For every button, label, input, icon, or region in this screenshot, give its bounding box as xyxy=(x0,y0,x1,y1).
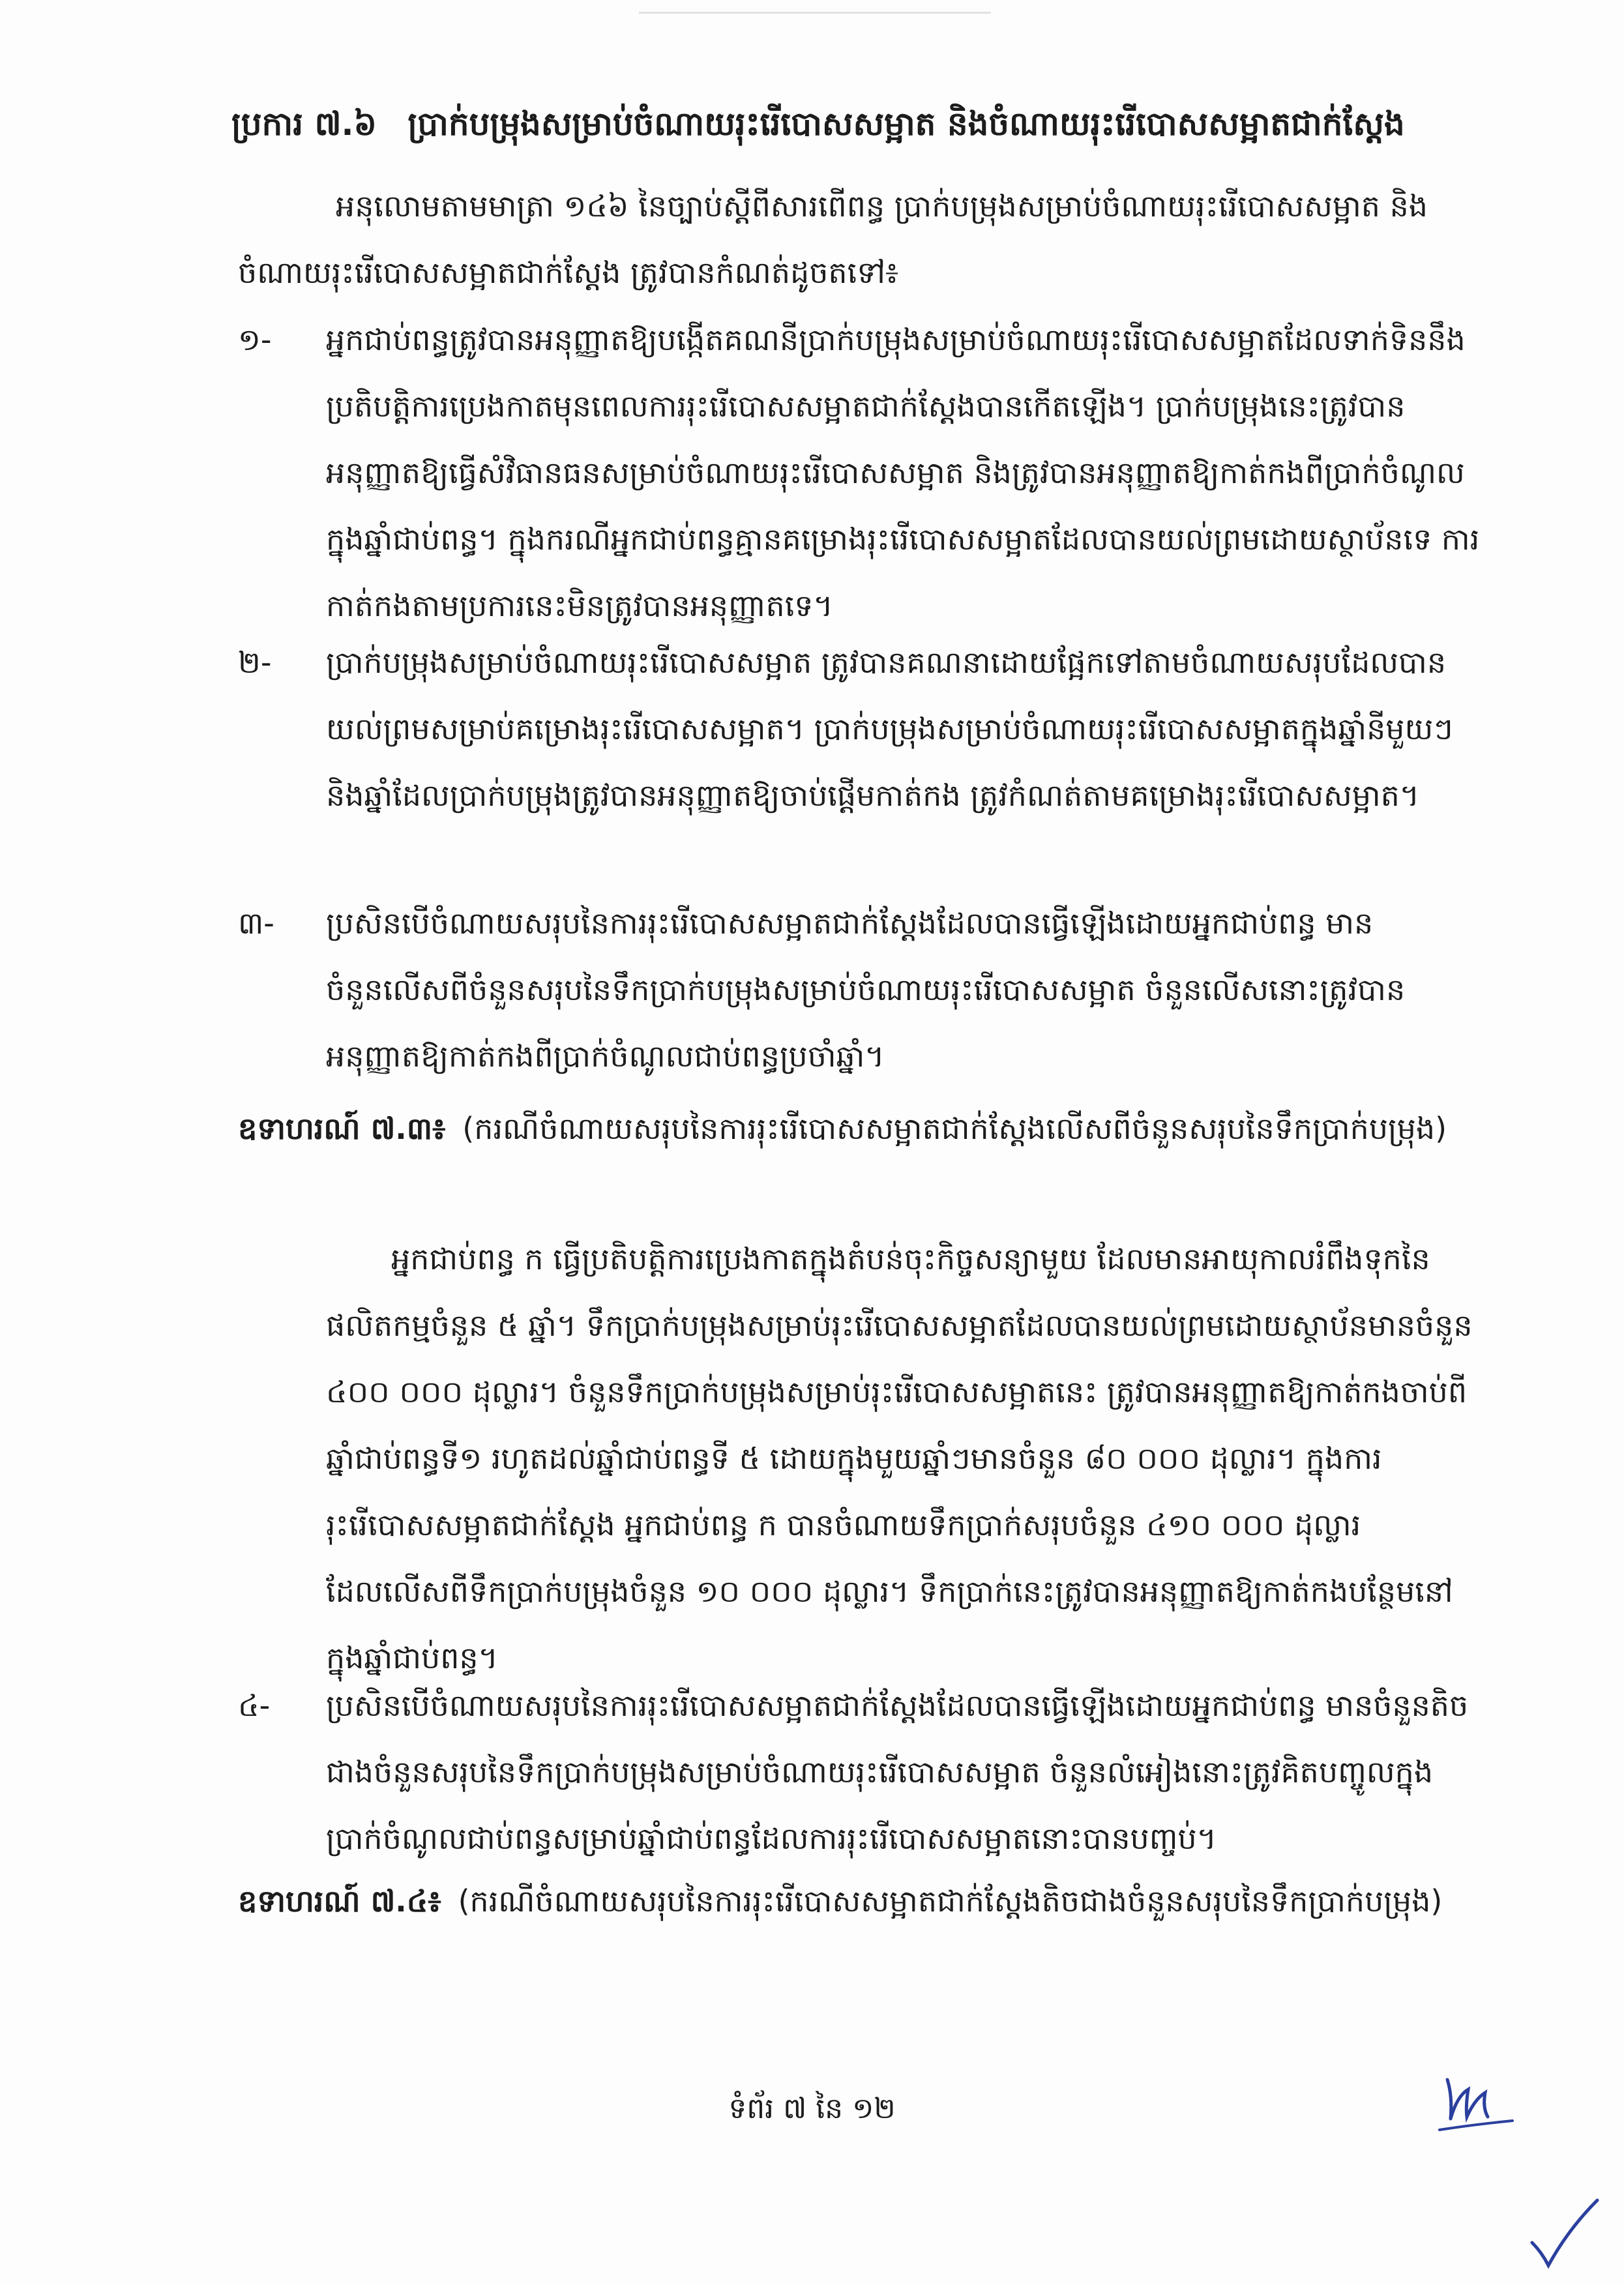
list-item-2 xyxy=(238,629,1483,829)
list-item-text: អ្នកជាប់ពន្ធត្រូវបានអនុញ្ញាតឱ្យបង្កើតគណនីប្រាក់បម្រុងសម្រាប់ចំណាយរុះរើបោសសម្អាតដែលទាក់ទិននឹងប្រតិបត្តិការប្រេងកាតមុនពេលការរុះរើបោសសម្អាតជាក់ស្តែងបានកើតឡើង។ ប្រាក់បម្រុងនេះត្រូវបានអនុញ្ញាតឱ្យធ្វើសំវិធានធនសម្រាប់ចំណាយរុះរើបោសសម្អាត និងត្រូវបានអនុញ្ញាតឱ្យកាត់កងពីប្រាក់ចំណូលក្នុងឆ្នាំជាប់ពន្ធ។ ក្នុងករណីអ្នកជាប់ពន្ធគ្មានគម្រោងរុះរើបោសសម្អាតដែលបានយល់ព្រមដោយស្ថាប័នទេ ការកាត់កងតាមប្រការនេះមិនត្រូវបានអនុញ្ញាតទេ។ xyxy=(326,322,1480,623)
scan-artifact xyxy=(639,12,991,23)
example-caption: (ករណីចំណាយសរុបនៃការរុះរើបោសសម្អាតជាក់ស្តែងតិចជាងចំនួនសរុបនៃទឹកប្រាក់បម្រុង) xyxy=(458,1883,1443,1919)
list-item-4 xyxy=(238,1672,1483,1872)
list-item-1 xyxy=(238,306,1483,639)
example-7-3-heading xyxy=(238,1095,1483,1162)
list-marker: ១- xyxy=(238,322,272,357)
list-item-3 xyxy=(238,890,1483,1089)
list-marker: ៣- xyxy=(238,906,274,941)
list-marker: ៤- xyxy=(238,1688,271,1723)
section-number: ប្រការ ៧.៦ xyxy=(231,105,377,143)
check-mark xyxy=(1519,2190,1604,2275)
section-heading xyxy=(231,98,1470,150)
list-item-text: ប្រសិនបើចំណាយសរុបនៃការរុះរើបោសសម្អាតជាក់ស្តែងដែលបានធ្វើឡើងដោយអ្នកជាប់ពន្ធ មានចំនួនលើសពីចំនួនសរុបនៃទឹកប្រាក់បម្រុងសម្រាប់ចំណាយរុះរើបោសសម្អាត ចំនួនលើសនោះត្រូវបានអនុញ្ញាតឱ្យកាត់កងពីប្រាក់ចំណូលជាប់ពន្ធប្រចាំឆ្នាំ។ xyxy=(326,906,1406,1074)
example-7-3-body: អ្នកជាប់ពន្ធ ក ធ្វើប្រតិបត្តិការប្រេងកាតក្នុងតំបន់ចុះកិច្ចសន្យាមួយ ដែលមានអាយុកាលរំពឹងទុកនៃផលិតកម្មចំនួន ៥ ឆ្នាំ។ ទឹកប្រាក់បម្រុងសម្រាប់រុះរើបោសសម្អាតដែលបានយល់ព្រមដោយស្ថាប័នមានចំនួន ៤០០ ០០០ ដុល្លារ។ ចំនួនទឹកប្រាក់បម្រុងសម្រាប់រុះរើបោសសម្អាតនេះ ត្រូវបានអនុញ្ញាតឱ្យកាត់កងចាប់ពីឆ្នាំជាប់ពន្ធទី១ រហូតដល់ឆ្នាំជាប់ពន្ធទី ៥ ដោយក្នុងមួយឆ្នាំៗមានចំនួន ៨០ ០០០ ដុល្លារ។ ក្នុងការរុះរើបោសសម្អាតជាក់ស្តែង អ្នកជាប់ពន្ធ ក បានចំណាយទឹកប្រាក់សរុបចំនួន ៤១០ ០០០ ដុល្លារដែលលើសពីទឹកប្រាក់បម្រុងចំនួន ១០ ០០០ ដុល្លារ។ ទឹកប្រាក់នេះត្រូវបានអនុញ្ញាតឱ្យកាត់កងបន្ថែមនៅក្នុងឆ្នាំជាប់ពន្ធ។ xyxy=(326,1241,1473,1675)
section-title: ប្រាក់បម្រុងសម្រាប់ចំណាយរុះរើបោសសម្អាត និងចំណាយរុះរើបោសសម្អាតជាក់ស្តែង xyxy=(407,105,1405,143)
intro-paragraph: អនុលោមតាមមាត្រា ១៤៦ នៃច្បាប់ស្តីពីសារពើពន្ធ ប្រាក់បម្រុងសម្រាប់ចំណាយរុះរើបោសសម្អាត និងចំណាយរុះរើបោសសម្អាតជាក់ស្តែង ត្រូវបានកំណត់ដូចតទៅ៖ xyxy=(238,188,1428,290)
example-7-4-heading xyxy=(238,1868,1483,1934)
example-label: ឧទាហរណ៍ ៧.៣៖ xyxy=(238,1111,446,1146)
page-number-footer: ទំព័រ ៧ នៃ ១២ xyxy=(728,2092,896,2125)
list-marker: ២- xyxy=(238,645,272,680)
example-label: ឧទាហរណ៍ ៧.៤៖ xyxy=(238,1883,441,1919)
list-item-text: ប្រសិនបើចំណាយសរុបនៃការរុះរើបោសសម្អាតជាក់ស្តែងដែលបានធ្វើឡើងដោយអ្នកជាប់ពន្ធ មានចំនួនតិចជាងចំនួនសរុបនៃទឹកប្រាក់បម្រុងសម្រាប់ចំណាយរុះរើបោសសម្អាត ចំនួនលំអៀងនោះត្រូវគិតបញ្ចូលក្នុងប្រាក់ចំណូលជាប់ពន្ធសម្រាប់ឆ្នាំជាប់ពន្ធដែលការរុះរើបោសសម្អាតនោះបានបញ្ចប់។ xyxy=(326,1688,1469,1856)
example-caption: (ករណីចំណាយសរុបនៃការរុះរើបោសសម្អាតជាក់ស្តែងលើសពីចំនួនសរុបនៃទឹកប្រាក់បម្រុង) xyxy=(462,1111,1447,1146)
list-item-text: ប្រាក់បម្រុងសម្រាប់ចំណាយរុះរើបោសសម្អាត ត្រូវបានគណនាដោយផ្អែកទៅតាមចំណាយសរុបដែលបានយល់ព្រមសម្រាប់គម្រោងរុះរើបោសសម្អាត។ ប្រាក់បម្រុងសម្រាប់ចំណាយរុះរើបោសសម្អាតក្នុងឆ្នាំនីមួយៗ និងឆ្នាំដែលប្រាក់បម្រុងត្រូវបានអនុញ្ញាតឱ្យចាប់ផ្តើមកាត់កង ត្រូវកំណត់តាមគម្រោងរុះរើបោសសម្អាត។ xyxy=(326,645,1453,813)
